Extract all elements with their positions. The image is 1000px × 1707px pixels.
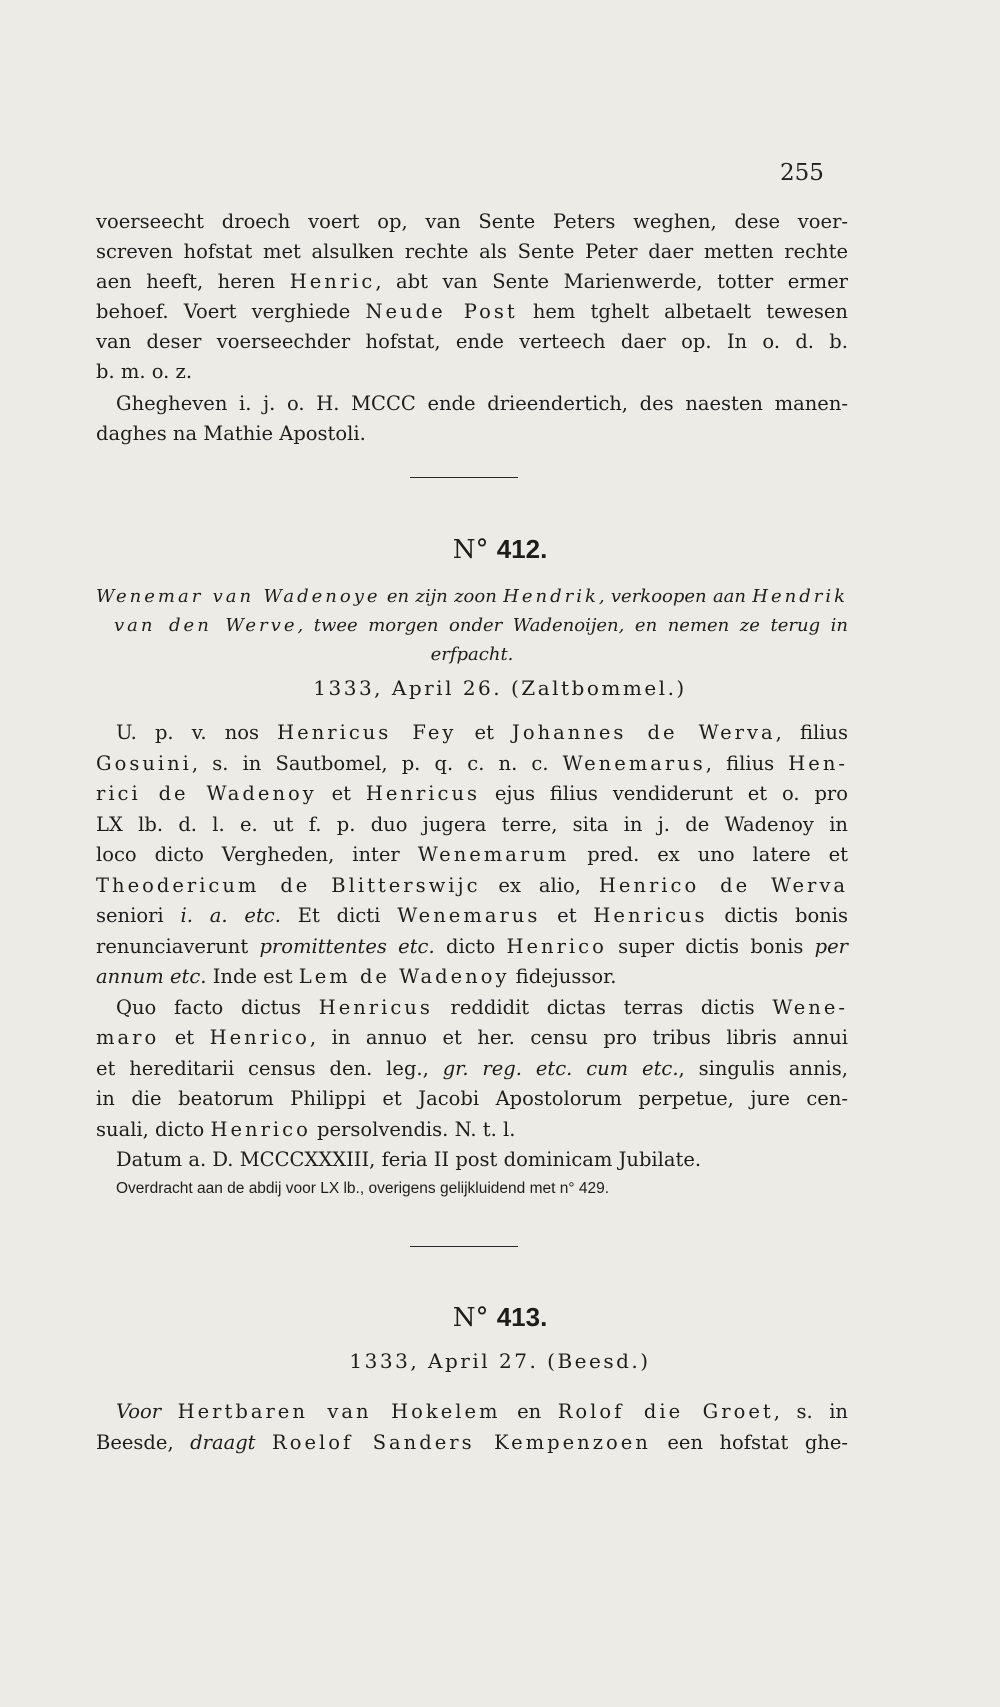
text-line: LX lb. d. l. e. ut f. p. duo jugera terre, sita in j. de Wadenoy in	[96, 812, 848, 836]
charter-date-413: 1333, April 27. (Beesd.)	[349, 1349, 651, 1373]
person-name: Neude Post	[365, 300, 518, 323]
charter-body-413	[96, 1396, 848, 1458]
text-line: Voor Hertbaren van Hokelem en Rolof die Groet, s. in	[116, 1400, 848, 1423]
text-line: et hereditarii census den. leg., gr. reg. etc. cum etc., singulis annis,	[96, 1056, 848, 1080]
text-line: Beesde, draagt Roelof Sanders Kempenzoen een hofstat ghe-	[96, 1431, 848, 1454]
text-line: annum etc. Inde est Lem de Wadenoy fidejussor.	[96, 965, 617, 988]
charter-summary-412	[96, 582, 848, 669]
text-line: Theodericum de Blitterswijc ex alio, Henrico de Werva	[96, 873, 849, 897]
text-line: screven hofstat met alsulken rechte als Sente Peter daer metten rechte	[96, 240, 848, 263]
text-line: van deser voerseechder hofstat, ende verteech daer op. In o. d. b.	[96, 330, 848, 353]
text-line: erfpacht.	[430, 644, 514, 665]
page-number: 255	[780, 160, 824, 186]
text-line: voerseecht droech voert op, van Sente Peters weghen, dese voer-	[96, 210, 848, 233]
text-line: U. p. v. nos Henricus Fey et Johannes de Werva, filius	[116, 721, 848, 744]
charter-date-412: 1333, April 26. (Zaltbommel.)	[313, 676, 687, 700]
text-line: Quo facto dictus Henricus reddidit dictas terras dictis Wene-	[116, 995, 848, 1019]
charter-heading-412: N° 412.	[452, 534, 548, 565]
date-paragraph	[96, 389, 848, 449]
text-line: maro et Henrico, in annuo et her. censu pro tribus libris annui	[96, 1026, 848, 1049]
text-line: van den Werve, twee morgen onder Wadenoijen, en nemen ze terug in	[114, 615, 848, 636]
text-line: loco dicto Vergheden, inter Wenemarum pred. ex uno latere et	[96, 843, 848, 866]
text-line: daghes na Mathie Apostoli.	[96, 422, 366, 445]
text-line: suali, dicto Henrico persolvendis. N. t. l.	[96, 1117, 516, 1141]
charter-heading-413: N° 413.	[452, 1302, 548, 1333]
section-divider	[410, 1246, 518, 1247]
text-line: renunciaverunt promittentes etc. dicto Henrico super dictis bonis per	[96, 934, 848, 958]
text-line: in die beatorum Philippi et Jacobi Apostolorum perpetue, jure cen-	[96, 1087, 848, 1110]
charter-body-412	[96, 718, 848, 1202]
text-line: Ghegheven i. j. o. H. MCCC ende drieendertich, des naesten manen-	[116, 392, 848, 415]
section-divider	[410, 477, 518, 478]
text-line: b. m. o. z.	[96, 360, 193, 383]
text-line: Gosuini, s. in Sautbomel, p. q. c. n. c. Wenemarus, filius Hen-	[96, 751, 848, 775]
text-line: Datum a. D. MCCCXXXIII, feria II post dominicam Jubilate.	[116, 1148, 702, 1171]
text-line: aen heeft, heren Henric, abt van Sente Marienwerde, totter ermer	[96, 270, 848, 293]
person-name: Henric	[289, 270, 376, 293]
text-line: rici de Wadenoy et Henricus ejus filius vendiderunt et o. pro	[96, 782, 848, 805]
text-line: seniori i. a. etc. Et dicti Wenemarus et Henricus dictis bonis	[96, 904, 848, 927]
continued-paragraph	[96, 207, 848, 387]
text-line: behoef. Voert verghiede Neude Post hem tghelt albetaelt tewesen	[96, 300, 848, 323]
editorial-note: Overdracht aan de abdij voor LX lb., overigens gelijkluidend met n° 429.	[116, 1179, 610, 1197]
text-line: Wenemar van Wadenoye en zijn zoon Hendrik, verkoopen aan Hendrik	[96, 586, 849, 607]
